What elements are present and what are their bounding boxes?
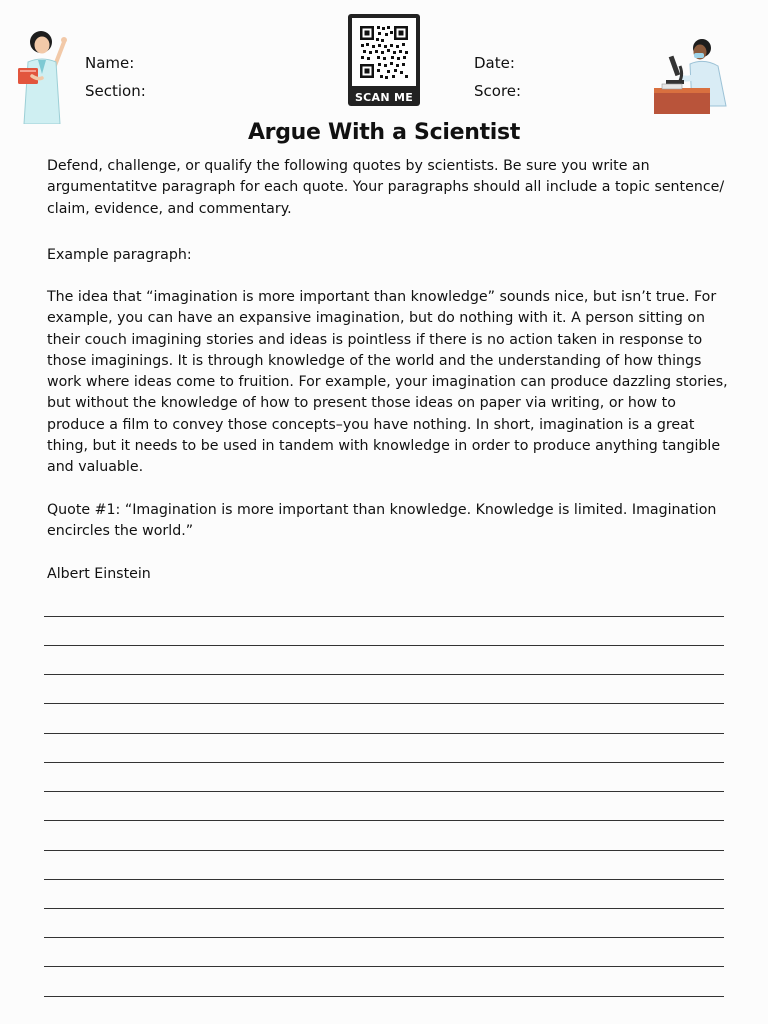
writing-line[interactable]	[44, 733, 724, 734]
writing-line[interactable]	[44, 791, 724, 792]
writing-line[interactable]	[44, 820, 724, 821]
writing-line[interactable]	[44, 674, 724, 675]
teacher-holding-book-icon	[14, 28, 78, 124]
qr-code[interactable]	[348, 14, 420, 106]
section-label: Section:	[85, 82, 146, 100]
page-title: Argue With a Scientist	[247, 120, 521, 145]
qr-code-icon	[352, 18, 416, 86]
writing-line[interactable]	[44, 616, 724, 617]
score-label: Score:	[474, 82, 522, 100]
writing-line[interactable]	[44, 996, 724, 997]
quote-text: Quote #1: “Imagination is more important than knowledge. Knowledge is limited. Imagination encircles the world.”	[47, 502, 717, 540]
writing-line[interactable]	[44, 850, 724, 851]
qr-caption: SCAN ME	[354, 91, 414, 104]
writing-line[interactable]	[44, 937, 724, 938]
writing-line[interactable]	[44, 966, 724, 967]
scientist-with-microscope-icon	[652, 36, 732, 120]
name-label: Name:	[85, 54, 135, 72]
writing-line[interactable]	[44, 762, 724, 763]
example-paragraph: The idea that “imagination is more important than knowledge” sounds nice, but isn’t true. For example, you can have an expansive imagination, but do nothing with it. A person sitting on their couch imagining stories and ideas is pointless if there is no action taken in response to those imaginings. It is through knowledge of the world and the understanding of how things work where ideas come to fruition. For example, your imagination can produce dazzling stories, but without the knowledge of how to present those ideas on paper via writing, or how to produce a film to convey those concepts–you have nothing. In short, imagination is a great thing, but it needs to be used in tandem with knowledge in order to produce anything tangible and valuable.	[47, 289, 728, 476]
instructions-paragraph: Defend, challenge, or qualify the following quotes by scientists. Be sure you write an argumentatitve paragraph for each quote. Your paragraphs should all include a topic sentence/ claim, evidence, and commentary.	[47, 158, 725, 217]
quote-author: Albert Einstein	[47, 566, 151, 582]
writing-line[interactable]	[44, 879, 724, 880]
writing-line[interactable]	[44, 645, 724, 646]
date-label: Date:	[474, 54, 515, 72]
writing-line[interactable]	[44, 908, 724, 909]
example-heading: Example paragraph:	[47, 247, 192, 263]
writing-line[interactable]	[44, 703, 724, 704]
